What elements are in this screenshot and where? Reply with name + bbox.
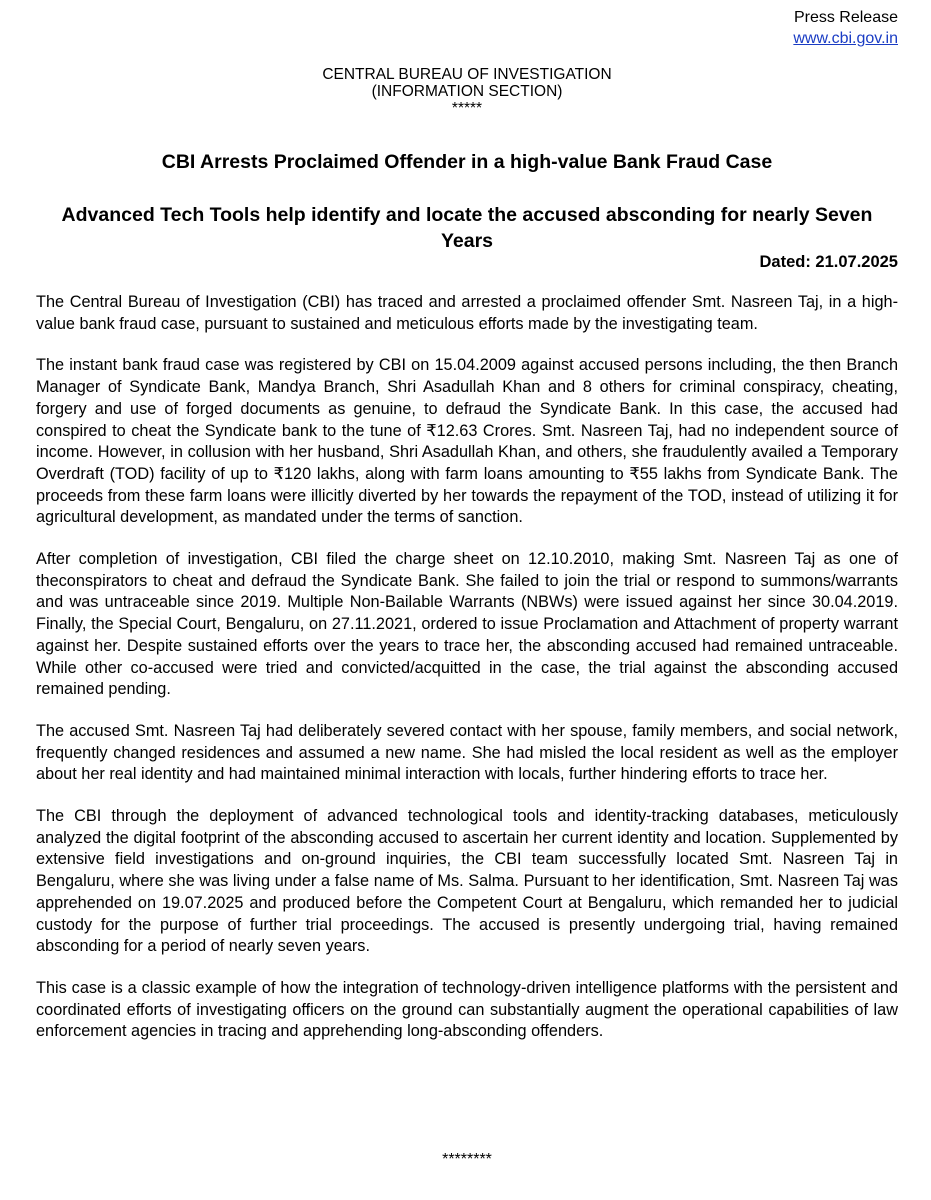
press-release-page	[36, 0, 898, 1200]
end-separator: ********	[442, 1151, 492, 1168]
paragraph: After completion of investigation, CBI filed the charge sheet on 12.10.2010, making Smt. Nasreen Taj as one of theconspirators to cheat and defraud the Syndicate Bank. She failed to join the trial or respond to summons/warrants and was untraceable since 2019. Multiple Non-Bailable Warrants (NBWs) were issued against her since 30.04.2019. Finally, the Special Court, Bengaluru, on 27.11.2021, ordered to issue Proclamation and Attachment of property warrant against her. Despite sustained efforts over the years to trace her, the absconding accused had remained untraceable. While other co-accused were tried and convicted/acquitted in the case, the trial against the absconding accused remained pending.	[36, 550, 898, 699]
paragraph: The instant bank fraud case was registered by CBI on 15.04.2009 against accused persons including, the then Branch Manager of Syndicate Bank, Mandya Branch, Shri Asadullah Khan and 8 others for criminal conspiracy, cheating, forgery and use of forged documents as genuine, to defraud the Syndicate Bank. In this case, the accused had conspired to cheat the Syndicate bank to the tune of ₹12.63 Crores. Smt. Nasreen Taj, had no independent source of income. However, in collusion with her husband, Shri Asadullah Khan, and others, she fraudulently availed a Temporary Overdraft (TOD) facility of up to ₹120 lakhs, along with farm loans amounting to ₹55 lakhs from Syndicate Bank. The proceeds from these farm loans were illicitly diverted by her towards the repayment of the TOD, instead of utilizing it for agricultural development, as mandated under the terms of sanction.	[36, 356, 898, 527]
press-release-label: Press Release	[793, 9, 898, 26]
page-title: CBI Arrests Proclaimed Offender in a high-value Bank Fraud Case	[161, 151, 773, 173]
paragraph: The accused Smt. Nasreen Taj had deliberately severed contact with her spouse, family members, and social network, frequently changed residences and assumed a new name. She had misled the local resident as well as the employer about her real identity and had maintained minimal interaction with locals, further hindering efforts to trace her.	[36, 721, 898, 784]
website-link[interactable]: www.cbi.gov.in	[793, 30, 898, 47]
press-release-body	[36, 292, 898, 1063]
paragraph: This case is a classic example of how the integration of technology-driven intelligence platforms with the persistent and coordinated efforts of investigating officers on the ground can substantially augment the operational capabilities of law enforcement agencies in tracing and apprehending long-absconding offenders.	[36, 978, 898, 1041]
header-separator: *****	[451, 100, 483, 117]
organization-section: (INFORMATION SECTION)	[371, 83, 563, 100]
organization-block	[36, 66, 898, 117]
press-release-header	[793, 7, 898, 49]
paragraph: The CBI through the deployment of advanced technological tools and identity-tracking databases, meticulously analyzed the digital footprint of the absconding accused to ascertain her current identity and location. Supplemented by extensive field investigations and on-ground inquiries, the CBI team successfully located Smt. Nasreen Taj in Bengaluru, where she was living under a false name of Ms. Salma. Pursuant to her identification, Smt. Nasreen Taj was apprehended on 19.07.2025 and produced before the Competent Court at Bengaluru, which remanded her to judicial custody for the purpose of further trial proceedings. The accused is presently undergoing trial, having remained absconding for a period of nearly seven years.	[36, 807, 898, 956]
paragraph: The Central Bureau of Investigation (CBI) has traced and arrested a proclaimed offender Smt. Nasreen Taj, in a high-value bank fraud case, pursuant to sustained and meticulous efforts made by the investigating team.	[36, 293, 898, 333]
release-date: Dated: 21.07.2025	[759, 253, 898, 271]
page-subtitle: Advanced Tech Tools help identify and locate the accused absconding for nearly Seven Years	[61, 204, 873, 252]
organization-name: CENTRAL BUREAU OF INVESTIGATION	[322, 66, 612, 83]
